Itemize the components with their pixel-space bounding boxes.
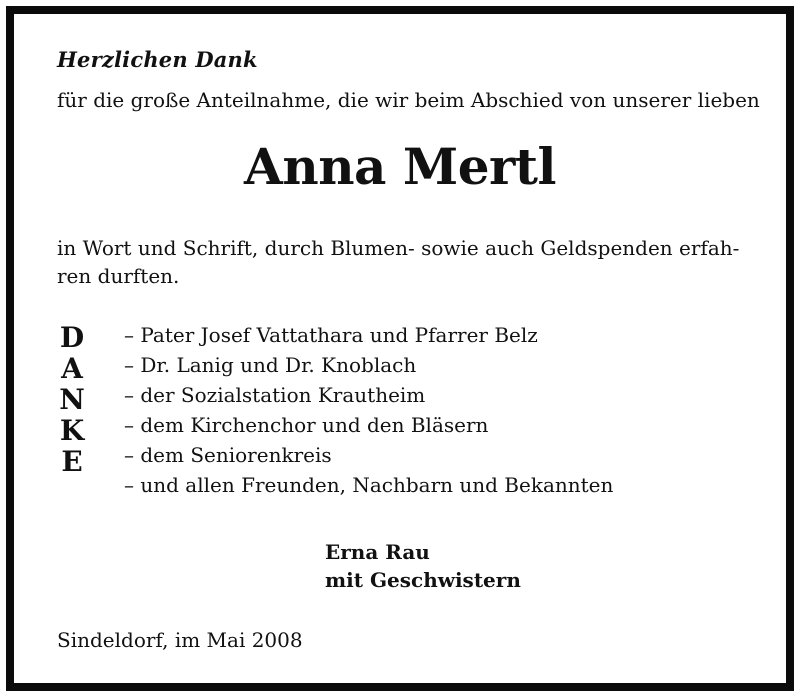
danke-letter: N [59,383,85,416]
danke-letter: A [61,352,83,385]
body-text-line-1: in Wort und Schrift, durch Blumen- sowie auch Geldspenden erfah- [57,236,740,260]
heading: Herzlichen Dank [57,47,258,72]
danke-letter: D [59,321,85,354]
notice-frame [6,6,794,691]
place-date: Sindeldorf, im Mai 2008 [57,628,303,652]
danke-letter: E [61,445,83,478]
body-text-line-2: ren durften. [57,264,180,288]
signature-family: mit Geschwistern [325,568,521,592]
thanks-item: – der Sozialstation Krautheim [124,383,426,407]
danke-letter: K [59,414,85,447]
intro-text: für die große Anteilnahme, die wir beim Abschied von unserer lieben [57,88,760,112]
deceased-name: Anna Mertl [244,137,556,196]
thanks-item: – und allen Freunden, Nachbarn und Bekannten [124,473,614,497]
thanks-item: – dem Seniorenkreis [124,443,332,467]
signature-name: Erna Rau [325,540,430,564]
thanks-item: – dem Kirchenchor und den Bläsern [124,413,489,437]
thanks-item: – Dr. Lanig und Dr. Knoblach [124,353,417,377]
thanks-item: – Pater Josef Vattathara und Pfarrer Belz [124,323,538,347]
